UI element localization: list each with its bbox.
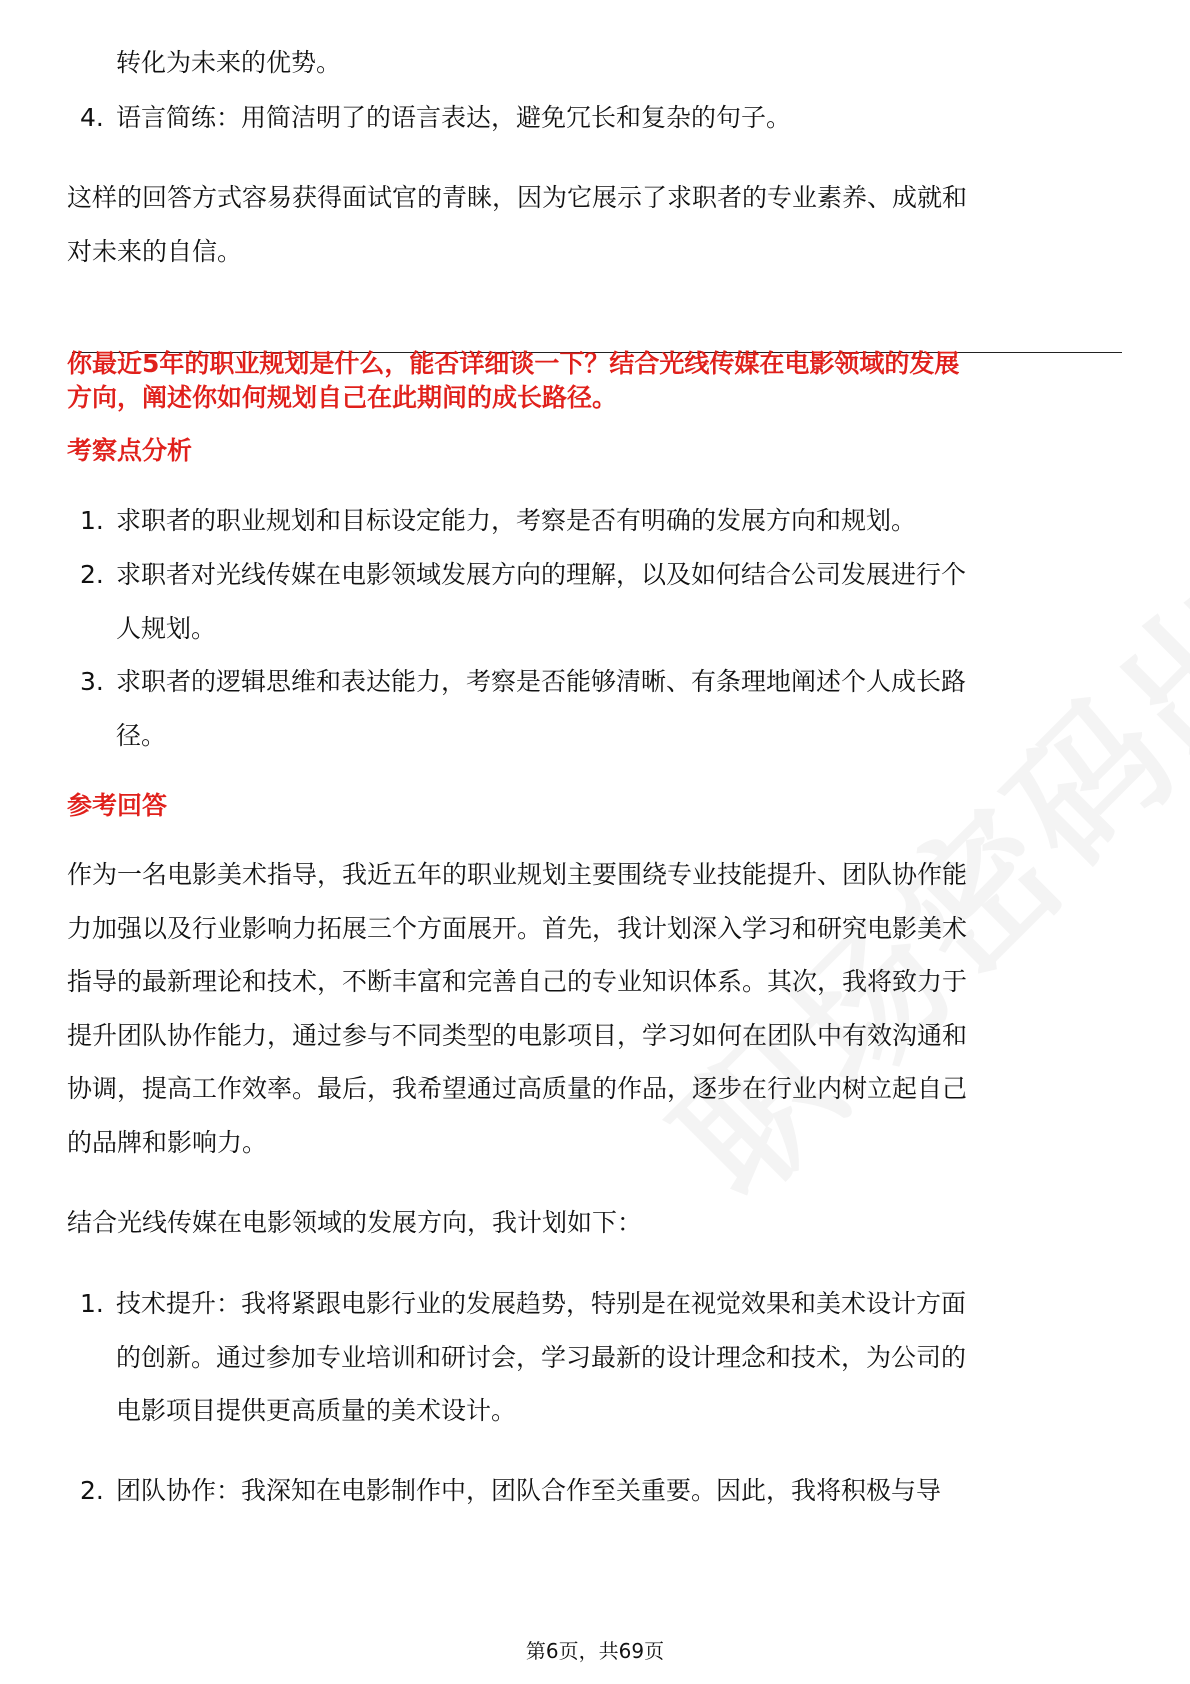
plan-intro: 结合光线传媒在电影领域的发展方向，我计划如下： xyxy=(67,1208,643,1237)
analysis-item-2-line-2: 人规划。 xyxy=(116,614,217,643)
answer-paragraph-line-2: 力加强以及行业影响力拓展三个方面展开。首先，我计划深入学习和研究电影美术 xyxy=(67,914,968,943)
analysis-item-1-line-1: 求职者的职业规划和目标设定能力，考察是否有明确的发展方向和规划。 xyxy=(116,506,917,535)
page-footer: 第6页，共69页 xyxy=(525,1639,665,1663)
plan-item-2-number: 2. xyxy=(80,1476,104,1505)
question-line-1: 你最近5年的职业规划是什么，能否详细谈一下？结合光线传媒在电影领域的发展 xyxy=(67,349,960,378)
answer-paragraph-line-1: 作为一名电影美术指导，我近五年的职业规划主要围绕专业技能提升、团队协作能 xyxy=(67,860,968,889)
answer-paragraph-line-6: 的品牌和影响力。 xyxy=(67,1128,268,1157)
answer-paragraph-line-4: 提升团队协作能力，通过参与不同类型的电影项目，学习如何在团队中有效沟通和 xyxy=(67,1021,968,1050)
analysis-item-3-line-2: 径。 xyxy=(116,721,167,750)
plan-item-1-number: 1. xyxy=(80,1289,104,1318)
intro-summary-line-1: 这样的回答方式容易获得面试官的青睐，因为它展示了求职者的专业素养、成就和 xyxy=(67,183,968,212)
answer-heading: 参考回答 xyxy=(67,791,168,820)
plan-item-1-line-3: 电影项目提供更高质量的美术设计。 xyxy=(116,1396,517,1425)
answer-paragraph-line-5: 协调，提高工作效率。最后，我希望通过高质量的作品，逐步在行业内树立起自己 xyxy=(67,1074,968,1103)
analysis-item-2-number: 2. xyxy=(80,560,104,589)
analysis-item-3-line-1: 求职者的逻辑思维和表达能力，考察是否能够清晰、有条理地阐述个人成长路 xyxy=(116,667,967,696)
question-line-2: 方向，阐述你如何规划自己在此期间的成长路径。 xyxy=(67,383,618,412)
analysis-item-1-number: 1. xyxy=(80,506,104,535)
analysis-item-2-line-1: 求职者对光线传媒在电影领域发展方向的理解，以及如何结合公司发展进行个 xyxy=(116,560,967,589)
watermark xyxy=(621,421,1190,1236)
analysis-item-3-number: 3. xyxy=(80,667,104,696)
intro-item-4-number: 4. xyxy=(80,103,104,132)
plan-item-1-line-1: 技术提升：我将紧跟电影行业的发展趋势，特别是在视觉效果和美术设计方面 xyxy=(116,1289,967,1318)
plan-item-1-line-2: 的创新。通过参加专业培训和研讨会，学习最新的设计理念和技术，为公司的 xyxy=(116,1343,967,1372)
answer-paragraph-line-3: 指导的最新理论和技术，不断丰富和完善自己的专业知识体系。其次，我将致力于 xyxy=(67,967,968,996)
intro-continuation: 转化为未来的优势。 xyxy=(116,48,342,77)
plan-item-2-line-1: 团队协作：我深知在电影制作中，团队合作至关重要。因此，我将积极与导 xyxy=(116,1476,942,1505)
analysis-heading: 考察点分析 xyxy=(67,436,193,465)
intro-item-4-text: 语言简练：用简洁明了的语言表达，避免冗长和复杂的句子。 xyxy=(116,103,792,132)
intro-summary-line-2: 对未来的自信。 xyxy=(67,237,243,266)
